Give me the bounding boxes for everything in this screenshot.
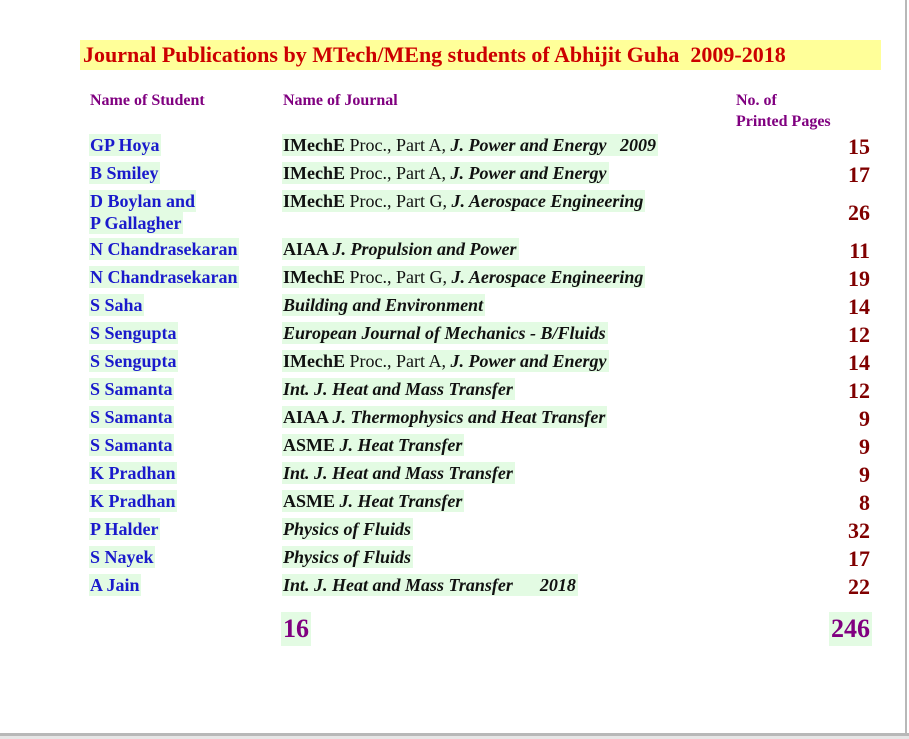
header-pages-line2: Printed Pages xyxy=(736,113,831,130)
printed-pages: 9 xyxy=(859,406,870,431)
printed-pages: 32 xyxy=(848,518,870,543)
student-name: D Boylan and xyxy=(90,191,196,211)
printed-pages: 9 xyxy=(859,462,870,487)
student-name: N Chandrasekaran xyxy=(90,239,238,259)
journal-name-part: IMechE xyxy=(283,135,345,155)
journal-name xyxy=(282,462,515,484)
journal-name-part: IMechE xyxy=(283,267,345,287)
student-name: S Samanta xyxy=(90,435,173,455)
journal-name-part: Int. J. Heat and Mass Transfer xyxy=(283,463,513,483)
header-student: Name of Student xyxy=(90,92,205,109)
journal-name xyxy=(282,518,413,540)
journal-name-part: Proc., Part A, xyxy=(345,163,451,183)
journal-name xyxy=(282,238,519,260)
journal-name xyxy=(282,574,578,596)
student-name: S Samanta xyxy=(90,379,173,399)
journal-name-part: Proc., Part G, xyxy=(345,267,452,287)
journal-name-part: J. Aerospace Engineering xyxy=(451,267,644,287)
printed-pages: 19 xyxy=(848,266,870,291)
journal-name xyxy=(282,190,645,212)
printed-pages: 17 xyxy=(848,546,870,571)
journal-name-part: J. Heat Transfer xyxy=(339,435,463,455)
student-name: N Chandrasekaran xyxy=(90,267,238,287)
table-row xyxy=(0,291,909,319)
journal-name-part: J. Propulsion and Power xyxy=(332,239,517,259)
header-journal: Name of Journal xyxy=(283,92,398,109)
table-row xyxy=(0,263,909,291)
student-name: S Samanta xyxy=(90,407,173,427)
printed-pages: 8 xyxy=(859,490,870,515)
journal-name-part: Proc., Part A, xyxy=(345,135,451,155)
journal-name xyxy=(282,490,464,512)
table-row xyxy=(0,431,909,459)
printed-pages: 12 xyxy=(848,322,870,347)
table-row xyxy=(0,571,909,599)
printed-pages: 9 xyxy=(859,434,870,459)
journal-name-part: European Journal of Mechanics - B/Fluids xyxy=(283,323,606,343)
journal-name xyxy=(282,266,645,288)
table-row xyxy=(0,403,909,431)
journal-name-part: Proc., Part G, xyxy=(345,191,452,211)
journal-name xyxy=(282,134,658,156)
journal-name-part: IMechE xyxy=(283,351,345,371)
journal-name-part: AIAA xyxy=(283,407,333,427)
journal-name-part: Int. J. Heat and Mass Transfer 2018 xyxy=(283,575,576,595)
journal-name xyxy=(282,162,609,184)
total-journals: 16 xyxy=(281,612,311,646)
journal-name xyxy=(282,378,515,400)
journal-name-part: J. Thermophysics and Heat Transfer xyxy=(332,407,606,427)
journal-name-part: ASME xyxy=(283,435,340,455)
table-row xyxy=(0,347,909,375)
printed-pages: 14 xyxy=(848,350,870,375)
journal-name-part: Physics of Fluids xyxy=(283,547,412,567)
table-row xyxy=(0,131,909,159)
journal-name xyxy=(282,434,464,456)
table-row xyxy=(0,319,909,347)
journal-name-part: ASME xyxy=(283,491,340,511)
page-title: Journal Publications by MTech/MEng students of Abhijit Guha 2009-2018 xyxy=(80,40,881,70)
journal-name-part: AIAA xyxy=(283,239,333,259)
student-name: P Halder xyxy=(90,519,159,539)
journal-name xyxy=(282,350,609,372)
table-row xyxy=(0,459,909,487)
table-row xyxy=(0,515,909,543)
table-row xyxy=(0,375,909,403)
printed-pages: 11 xyxy=(849,238,870,263)
table-row xyxy=(0,235,909,263)
printed-pages: 17 xyxy=(848,162,870,187)
table-row xyxy=(0,187,909,235)
journal-name-part: Building and Environment xyxy=(283,295,484,315)
journal-name-part: Physics of Fluids xyxy=(283,519,412,539)
table-row xyxy=(0,543,909,571)
printed-pages: 26 xyxy=(848,200,870,225)
journal-name-part: J. Heat Transfer xyxy=(339,491,463,511)
journal-name xyxy=(282,322,608,344)
journal-name-part: Int. J. Heat and Mass Transfer xyxy=(283,379,513,399)
journal-name-part: Proc., Part A, xyxy=(345,351,451,371)
student-name: B Smiley xyxy=(90,163,159,183)
student-name: S Sengupta xyxy=(90,323,177,343)
student-name: K Pradhan xyxy=(90,491,176,511)
journal-name-part: J. Power and Energy xyxy=(450,351,607,371)
printed-pages: 12 xyxy=(848,378,870,403)
table-row xyxy=(0,159,909,187)
printed-pages: 14 xyxy=(848,294,870,319)
journal-name-part: J. Power and Energy 2009 xyxy=(450,135,657,155)
student-name: S Saha xyxy=(90,295,143,315)
printed-pages: 15 xyxy=(848,134,870,159)
student-name: K Pradhan xyxy=(90,463,176,483)
student-name: S Sengupta xyxy=(90,351,177,371)
student-name: S Nayek xyxy=(90,547,154,567)
journal-name xyxy=(282,406,607,428)
journal-name-part: J. Aerospace Engineering xyxy=(451,191,644,211)
printed-pages: 22 xyxy=(848,574,870,599)
journal-name xyxy=(282,294,485,316)
header-pages-line1: No. of xyxy=(736,92,777,109)
student-name: A Jain xyxy=(90,575,140,595)
journal-name xyxy=(282,546,413,568)
total-pages: 246 xyxy=(829,612,872,646)
journal-name-part: IMechE xyxy=(283,191,345,211)
student-name: GP Hoya xyxy=(90,135,160,155)
table-row xyxy=(0,487,909,515)
journal-name-part: IMechE xyxy=(283,163,345,183)
student-name-line2: P Gallagher xyxy=(90,213,182,233)
journal-name-part: J. Power and Energy xyxy=(450,163,607,183)
